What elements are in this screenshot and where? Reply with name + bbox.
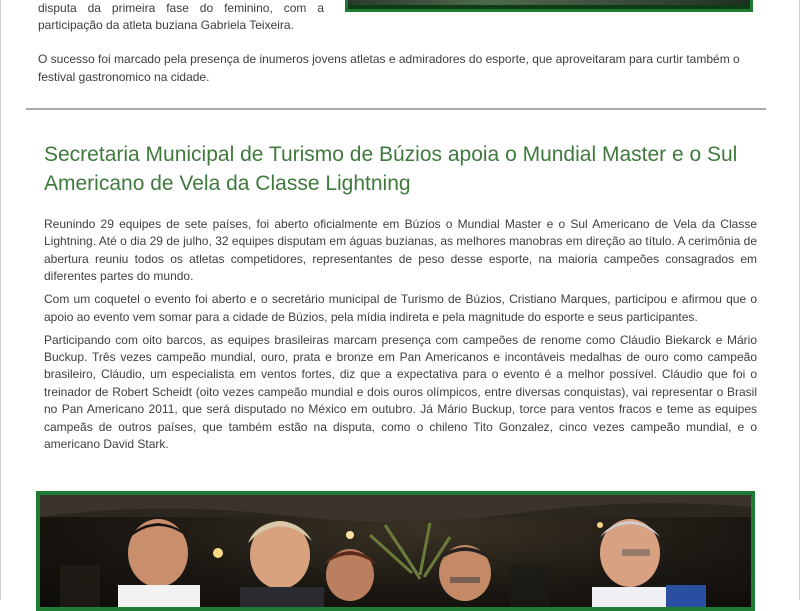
article-paragraph-1: Reunindo 29 equipes de sete países, foi aberto oficialmente em Búzios o Mundial Master e o Sul Americano de Vela da Classe Lightning. Até o dia 29 de julho, 32 equipes disputam em águas buzianas, as melhores manobras em direção ao título. A cerimônia de abertura reuniu todos os atletas competidores, representantes de peso desse esporte, na maioria campeões consagrados em diferentes partes do mundo.	[44, 217, 757, 284]
article-paragraph-2: Com um coquetel o evento foi aberto e o secretário municipal de Turismo de Búzios, Cristiano Marques, participou e afirmou que o apoio ao evento vem somar para a cidade de Búzios, pela mídia indireta e pela magnitude do esporte e seus participantes.	[44, 292, 757, 324]
event-photo	[36, 491, 755, 611]
previous-article-photo	[345, 0, 753, 12]
article-paragraph-3: Participando com oito barcos, as equipes brasileiras marcam presença com campeões de renome como Cláudio Biekarck e Mário Buckup. Três vezes campeão mundial, ouro, prata e bronze em Pan Americanos e incontáveis medalhas de ouro como campeão brasileiro, Cláudio, um especialista em ventos fortes, diz que a expectativa para o evento é a melhor possível. Cláudio que foi o treinador de Robert Scheidt (oito vezes campeão mundial e dois ouros olímpicos, entre diversas conquistas), vai representar o Brasil no Pan Americano 2011, que será disputado no México em outubro. Já Mário Buckup, torce para ventos fracos e teme as equipes campeãs de outros países, que também estão na disputa, como o chileno Tito Gonzalez, cinco vezes campeão mundial, e o americano David Stark.	[44, 332, 757, 452]
previous-article-column-text: disputa da primeira fase do feminino, com a participação da atleta buziana Gabriela Teixeira.	[38, 1, 324, 32]
event-photo-illustration	[40, 495, 751, 607]
previous-article-closing-text: O sucesso foi marcado pela presença de inumeros jovens atletas e admiradores do esporte, que aproveitaram para curtir também o festival gastronomico na cidade.	[38, 52, 740, 84]
section-divider	[26, 108, 766, 110]
article-body	[44, 216, 757, 459]
article-headline: Secretaria Municipal de Turismo de Búzios apoia o Mundial Master e o Sul Americano de Vela da Classe Lightning	[44, 143, 738, 195]
